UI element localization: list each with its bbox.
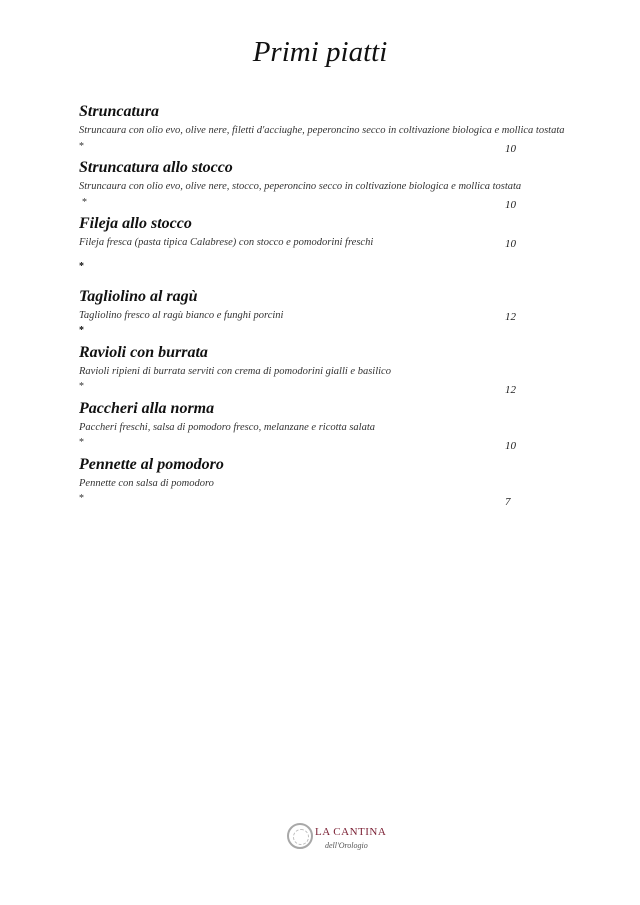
dish-name: Pennette al pomodoro — [79, 456, 224, 473]
dish-description: Ravioli ripieni di burrata serviti con crema di pomodorini gialli e basilico — [79, 366, 391, 377]
clock-wheel-icon — [287, 823, 313, 849]
dish-description: Tagliolino fresco al ragù bianco e funghi porcini — [79, 310, 284, 321]
dish-name: Fileja allo stocco — [79, 215, 192, 232]
dish-description: Paccheri freschi, salsa di pomodoro fresco, melanzane e ricotta salata — [79, 422, 376, 433]
dish-marker: * — [79, 261, 84, 272]
dish-marker: * — [79, 325, 84, 336]
menu-item — [79, 456, 619, 489]
dish-name: Paccheri alla norma — [79, 400, 215, 417]
dish-price: 10 — [505, 238, 516, 250]
dish-name: Struncatura — [79, 103, 160, 120]
dish-marker: * — [79, 141, 84, 152]
dish-price: 10 — [505, 143, 516, 155]
menu-item — [79, 400, 619, 433]
dish-marker: * — [79, 437, 84, 448]
logo-text-sub: dell'Orologio — [325, 841, 368, 850]
menu-item — [79, 344, 619, 377]
menu-item — [79, 159, 619, 192]
menu-item — [79, 288, 619, 321]
dish-marker: * — [79, 381, 84, 392]
page-title: Primi piatti — [252, 36, 388, 68]
dish-price: 12 — [505, 311, 516, 323]
dish-price: 10 — [505, 199, 516, 211]
dish-name: Struncatura allo stocco — [79, 159, 233, 176]
dish-name: Tagliolino al ragù — [79, 288, 198, 305]
dish-marker: * — [82, 197, 87, 208]
dish-marker: * — [79, 493, 84, 504]
dish-description: Fileja fresca (pasta tipica Calabrese) con stocco e pomodorini freschi — [79, 237, 374, 248]
restaurant-logo — [285, 815, 387, 861]
dish-description: Struncaura con olio evo, olive nere, filetti d'acciughe, peperoncino secco in coltivazione biologica e mollica tostata — [79, 125, 565, 136]
logo-text-main: LA CANTINA — [315, 826, 387, 838]
dish-description: Pennette con salsa di pomodoro — [79, 478, 214, 489]
dish-price: 10 — [505, 440, 516, 452]
dish-name: Ravioli con burrata — [79, 344, 208, 361]
dish-price: 12 — [505, 384, 516, 396]
dish-description: Struncaura con olio evo, olive nere, stocco, peperoncino secco in coltivazione biologica e mollica tostata — [79, 181, 522, 192]
dish-price: 7 — [505, 496, 511, 508]
menu-item — [79, 103, 619, 136]
menu-item — [79, 215, 619, 248]
